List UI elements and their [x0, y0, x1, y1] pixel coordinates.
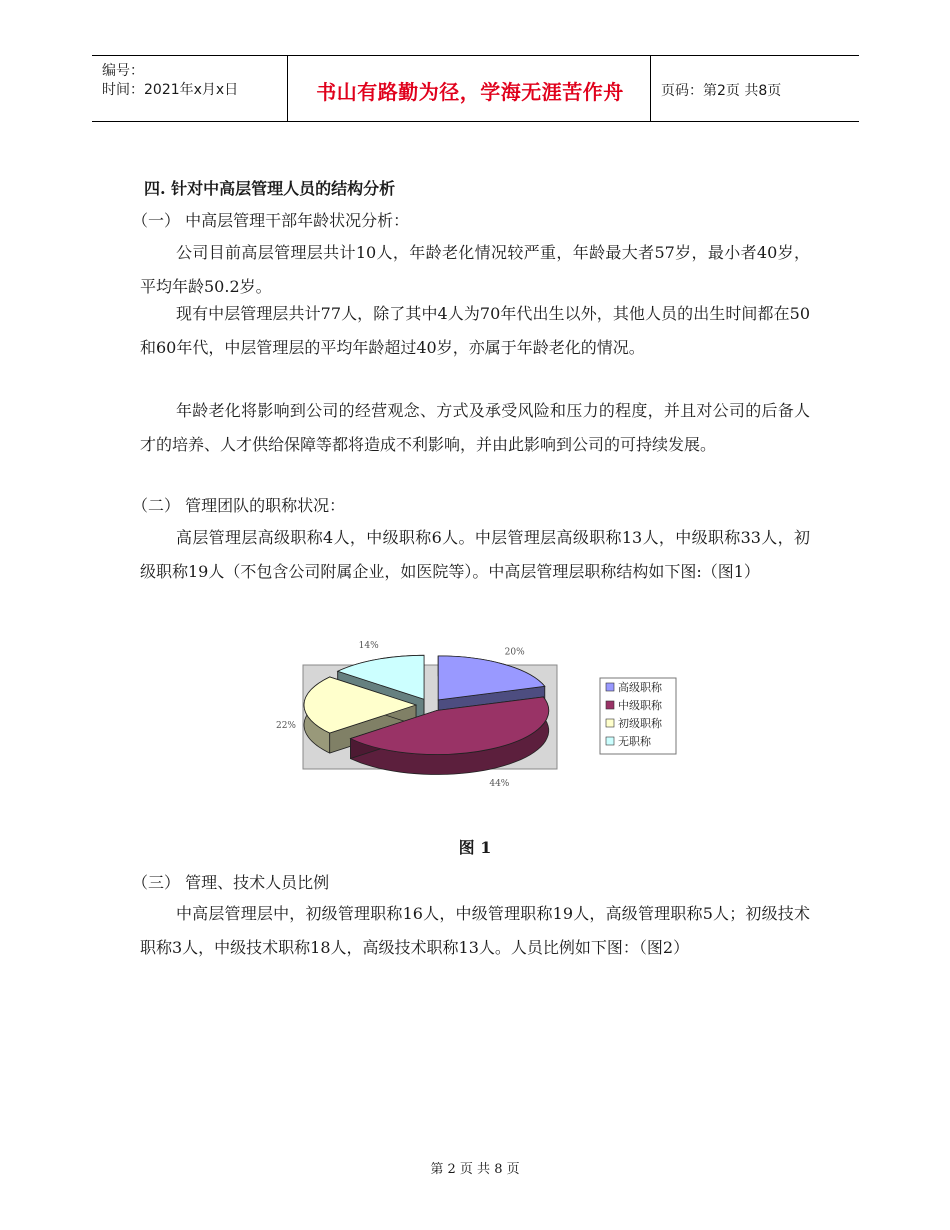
section-title: 四. 针对中高层管理人员的结构分析: [144, 179, 396, 198]
pie-data-label-2: 44%: [489, 779, 510, 790]
title-structure-pie-chart: [258, 641, 698, 790]
paragraph-middle-age: 现有中层管理层共计77人，除了其中4人为70年代出生以外，其他人员的出生时间都在50和60年代，中层管理层的平均年龄超过40岁，亦属于年龄老化的情况。: [140, 304, 810, 357]
legend-swatch-2: [606, 701, 614, 709]
paragraph-title-structure: 高层管理层高级职称4人，中级职称6人。中层管理层高级职称13人，中级职称33人，初级职称19人（不包含公司附属企业，如医院等）。中高层管理层职称结构如下图:（图1）: [140, 528, 810, 581]
page-footer: 第 2 页 共 8 页: [430, 1162, 520, 1177]
subsection-age: （一） 中高层管理干部年龄状况分析：: [132, 211, 410, 230]
pie-data-label-4: 14%: [358, 641, 379, 652]
legend-swatch-4: [606, 737, 614, 745]
subsection-titles: （二） 管理团队的职称状况：: [132, 496, 346, 515]
legend-label-4: 无职称: [618, 735, 651, 748]
paragraph-staff-ratio: 中高层管理层中，初级管理职称16人，中级管理职称19人，高级管理职称5人；初级技术职称3人，中级技术职称18人，高级技术职称13人。人员比例如下图：（图2）: [140, 904, 810, 957]
pie-data-label-3: 22%: [275, 721, 297, 731]
pie-data-label-1: 20%: [504, 647, 525, 658]
header-page-info: 页码：第2页 共8页: [661, 83, 782, 99]
header-top-rule: [92, 55, 859, 56]
legend-label-1: 高级职称: [618, 681, 662, 694]
header-bottom-rule: [92, 121, 859, 122]
paragraph-aging-impact: 年龄老化将影响到公司的经营观念、方式及承受风险和压力的程度，并且对公司的后备人才的培养、人才供给保障等都将造成不利影响，并由此影响到公司的可持续发展。: [140, 401, 810, 454]
legend-swatch-3: [606, 719, 614, 727]
chart-plot-area: [303, 655, 557, 774]
chart-legend: [600, 678, 676, 754]
subsection-ratio: （三） 管理、技术人员比例: [132, 873, 330, 892]
header-date: 时间：2021年x月x日: [102, 82, 239, 98]
legend-swatch-1: [606, 683, 614, 691]
legend-label-2: 中级职称: [618, 699, 662, 712]
legend-label-3: 初级职称: [618, 717, 662, 730]
header-number: 编号：: [102, 63, 144, 79]
header-divider-right: [650, 56, 651, 121]
paragraph-senior-age: 公司目前高层管理层共计10人，年龄老化情况较严重，年龄最大者57岁，最小者40岁，平均年龄50.2岁。: [140, 243, 810, 296]
figure-caption: 图 1: [458, 838, 492, 857]
header-divider-left: [287, 56, 288, 121]
header-motto: 书山有路勤为径，学海无涯苦作舟: [316, 80, 624, 104]
